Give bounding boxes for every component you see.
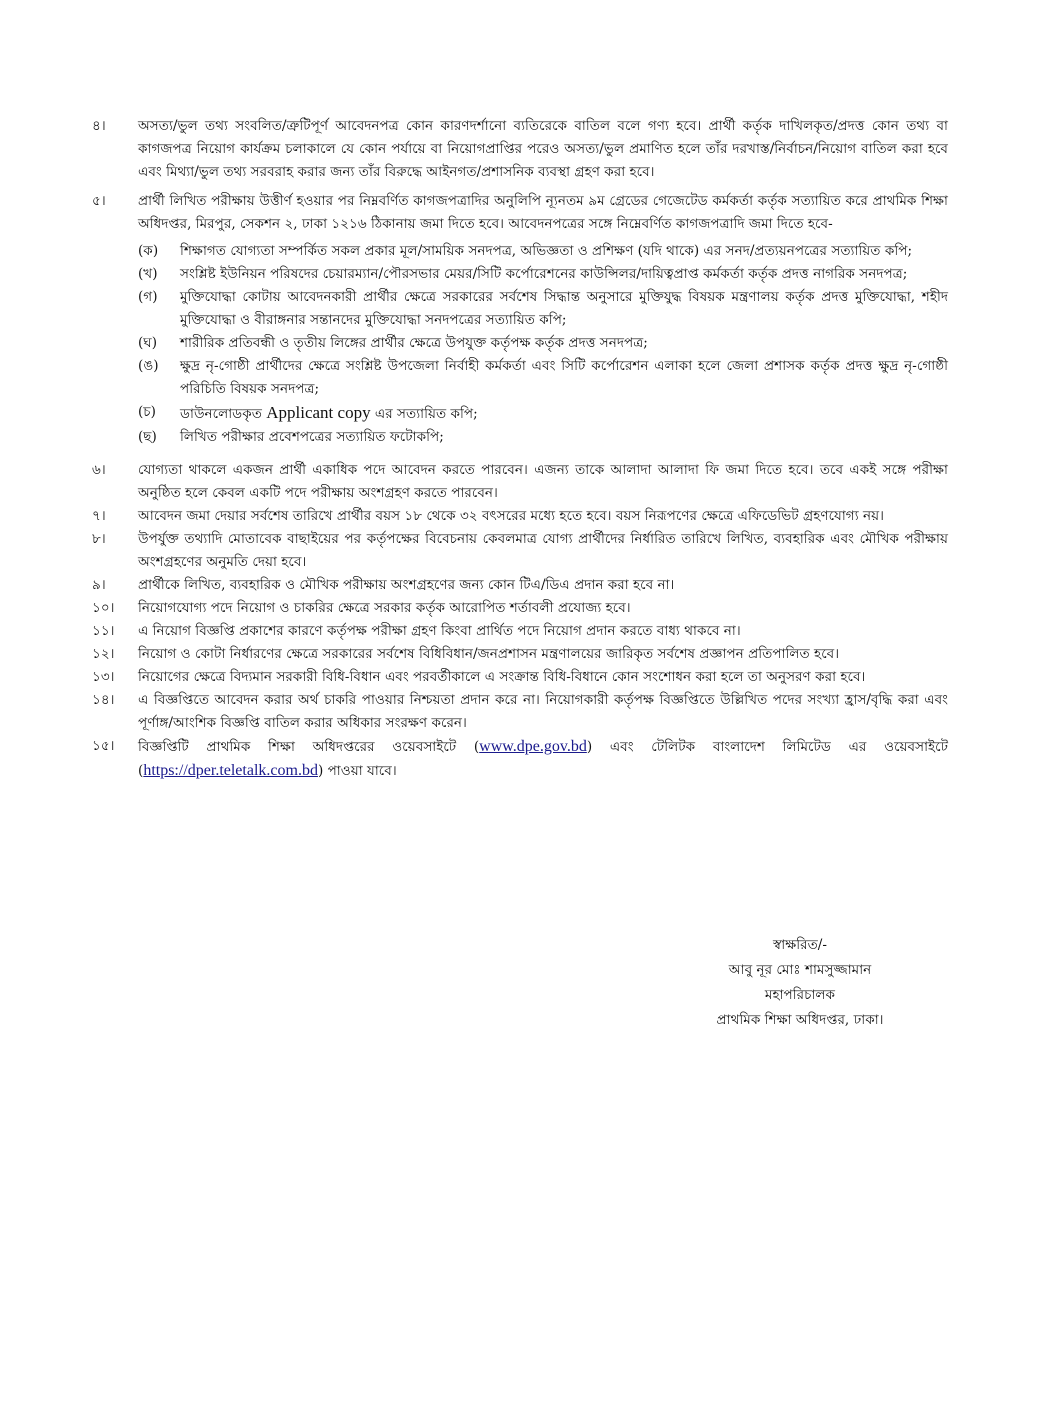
clause-text: প্রার্থীকে লিখিত, ব্যবহারিক ও মৌখিক পরীক্ষায় অংশগ্রহণের জন্য কোন টিএ/ডিএ প্রদান করা হবে না। (138, 577, 675, 593)
list-item (138, 263, 948, 286)
clause-12 (92, 643, 948, 666)
list-label: (চ) (138, 404, 156, 420)
list-text: সংশ্লিষ্ট ইউনিয়ন পরিষদের চেয়ারম্যান/পৌরসভার মেয়র/সিটি কর্পোরেশনের কাউন্সিলর/দায়িত্বপ্রাপ্ত কর্মকর্তা কর্তৃক প্রদত্ত নাগরিক সনদপত্র; (180, 266, 908, 282)
clause-6 (92, 459, 948, 505)
list-text-pre: ডাউনলোডকৃত (180, 406, 267, 422)
list-text: শিক্ষাগত যোগ্যতা সম্পর্কিত সকল প্রকার মূল/সাময়িক সনদপত্র, অভিজ্ঞতা ও প্রশিক্ষণ (যদি থাকে) এর সনদ/প্রত্যয়নপত্রের সত্যায়িত কপি; (180, 243, 913, 259)
list-text-post: এর সত্যায়িত কপি; (370, 406, 478, 422)
list-label: (গ) (138, 289, 158, 305)
clause-number: ১৫। (92, 738, 115, 754)
clause-text-post: ) পাওয়া যাবে। (317, 763, 397, 779)
list-label: (খ) (138, 266, 158, 282)
clause-number: ৭। (92, 508, 106, 524)
clause-7 (92, 505, 948, 528)
clause-text: উপর্যুক্ত তথ্যাদি মোতাবেক বাছাইয়ের পর কর্তৃপক্ষের বিবেচনায় কেবলমাত্র যোগ্য প্রার্থীদের নির্ধারিত তারিখে লিখিত, ব্যবহারিক এবং মৌখিক পরীক্ষায় অংশগ্রহণের অনুমতি দেয়া হবে। (138, 531, 948, 570)
clause-number: ১২। (92, 646, 115, 662)
document-list (138, 240, 948, 449)
clause-number: ৬। (92, 462, 106, 478)
clause-14 (92, 689, 948, 735)
list-item (138, 332, 948, 355)
list-text (180, 401, 948, 426)
clause-number: ১১। (92, 623, 115, 639)
clause-9 (92, 574, 948, 597)
list-label: (ছ) (138, 429, 157, 445)
clause-5 (92, 190, 948, 236)
clause-text (138, 735, 948, 783)
clause-number: ১৪। (92, 692, 115, 708)
clause-number: ৯। (92, 577, 106, 593)
signatory-designation: মহাপরিচালক (764, 987, 836, 1003)
applicant-copy-text: Applicant copy (266, 403, 371, 422)
clause-number: ১০। (92, 600, 115, 616)
signed-mark: স্বাক্ষরিত/- (773, 937, 827, 953)
clause-text: প্রার্থী লিখিত পরীক্ষায় উত্তীর্ণ হওয়ার পর নিম্নবর্ণিত কাগজপত্রাদির অনুলিপি ন্যূনতম ৯ম গ্রেডের গেজেটেড কর্মকর্তা কর্তৃক সত্যায়িত করে প্রাথমিক শিক্ষা অধিদপ্তর, মিরপুর, সেকশন ২, ঢাকা ১২১৬ ঠিকানায় জমা দিতে হবে। আবেদনপত্রের সঙ্গে নিম্নেবর্ণিত কাগজপত্রাদি জমা দিতে হবে- (138, 193, 948, 232)
list-text: লিখিত পরীক্ষার প্রবেশপত্রের সত্যায়িত ফটোকপি; (180, 429, 444, 445)
clause-number: ১৩। (92, 669, 115, 685)
list-text: ক্ষুদ্র নৃ-গোষ্ঠী প্রার্থীদের ক্ষেত্রে সংশ্লিষ্ট উপজেলা নির্বাহী কর্মকর্তা এবং সিটি কর্পোরেশন এলাকা হলে জেলা প্রশাসক কর্তৃক প্রদত্ত ক্ষুদ্র নৃ-গোষ্ঠী পরিচিতি বিষয়ক সনদপত্র; (180, 358, 948, 397)
clause-10 (92, 597, 948, 620)
list-item (138, 426, 948, 449)
clause-number: ৪। (92, 118, 106, 134)
clause-8 (92, 528, 948, 574)
signatory-name: আবু নূর মোঃ শামসুজ্জামান (728, 962, 872, 978)
list-item (138, 355, 948, 401)
list-item (138, 401, 948, 426)
clause-text-mid: ) এবং টেলিটক বাংলাদেশ লিমিটেড এর ওয়েবসাইটে ( (138, 739, 948, 779)
signature-block (700, 933, 900, 1033)
clause-text: যোগ্যতা থাকলে একজন প্রার্থী একাধিক পদে আবেদন করতে পারবেন। এজন্য তাকে আলাদা আলাদা ফি জমা দিতে হবে। তবে একই সঙ্গে পরীক্ষা অনুষ্ঠিত হলে কেবল একটি পদে পরীক্ষায় অংশগ্রহণ করতে পারবেন। (138, 462, 948, 501)
clause-text: অসত্য/ভুল তথ্য সংবলিত/ত্রুটিপূর্ণ আবেদনপত্র কোন কারণদর্শানো ব্যতিরেকে বাতিল বলে গণ্য হবে। প্রার্থী কর্তৃক দাখিলকৃত/প্রদত্ত কোন তথ্য বা কাগজপত্র নিয়োগ কার্যক্রম চলাকালে যে কোন পর্যায়ে বা নিয়োগপ্রাপ্তির পরেও অসত্য/ভুল প্রমাণিত হলে তাঁর দরখাস্ত/নির্বাচন/নিয়োগ বাতিল করা হবে এবং মিথ্যা/ভুল তথ্য সরবরাহ করার জন্য তাঁর বিরুদ্ধে আইনগত/প্রশাসনিক ব্যবস্থা গ্রহণ করা হবে। (138, 118, 948, 180)
signatory-office: প্রাথমিক শিক্ষা অধিদপ্তর, ঢাকা। (716, 1012, 884, 1028)
clause-15 (92, 735, 948, 783)
clause-number: ৫। (92, 193, 106, 209)
clause-text: এ নিয়োগ বিজ্ঞপ্তি প্রকাশের কারণে কর্তৃপক্ষ পরীক্ষা গ্রহণ কিংবা প্রার্থিত পদে নিয়োগ প্রদান করতে বাধ্য থাকবে না। (138, 623, 741, 639)
clause-11 (92, 620, 948, 643)
clause-text: নিয়োগ ও কোটা নির্ধারণের ক্ষেত্রে সরকারের সর্বশেষ বিধিবিধান/জনপ্রশাসন মন্ত্রণালয়ের জারিকৃত সর্বশেষ প্রজ্ঞাপন প্রতিপালিত হবে। (138, 646, 840, 662)
clause-13 (92, 666, 948, 689)
clause-text: নিয়োগযোগ্য পদে নিয়োগ ও চাকরির ক্ষেত্রে সরকার কর্তৃক আরোপিত শর্তাবলী প্রযোজ্য হবে। (138, 600, 631, 616)
list-item (138, 240, 948, 263)
clause-text: এ বিজ্ঞপ্তিতে আবেদন করার অর্থ চাকরি পাওয়ার নিশ্চয়তা প্রদান করে না। নিয়োগকারী কর্তৃপক্ষ বিজ্ঞপ্তিতে উল্লিখিত পদের সংখ্যা হ্রাস/বৃদ্ধি করা এবং পূর্ণাঙ্গ/আংশিক বিজ্ঞপ্তি বাতিল করার অধিকার সংরক্ষণ করেন। (138, 692, 948, 731)
clause-number: ৮। (92, 531, 106, 547)
list-text: শারীরিক প্রতিবন্ধী ও তৃতীয় লিঙ্গের প্রার্থীর ক্ষেত্রে উপযুক্ত কর্তৃপক্ষ কর্তৃক প্রদত্ত সনদপত্র; (180, 335, 648, 351)
list-label: (ক) (138, 243, 159, 259)
list-label: (ঘ) (138, 335, 158, 351)
list-label: (ঙ) (138, 358, 159, 374)
clause-text: আবেদন জমা দেয়ার সর্বশেষ তারিখে প্রার্থীর বয়স ১৮ থেকে ৩২ বৎসরের মধ্যে হতে হবে। বয়স নিরূপণের ক্ষেত্রে এফিডেভিট গ্রহণযোগ্য নয়। (138, 508, 884, 524)
clause-4 (92, 115, 948, 184)
clause-text-pre: বিজ্ঞপ্তিটি প্রাথমিক শিক্ষা অধিদপ্তরের ওয়েবসাইটে ( (138, 739, 480, 755)
teletalk-website-link[interactable]: https://dper.teletalk.com.bd (143, 762, 318, 779)
clause-text: নিয়োগের ক্ষেত্রে বিদ্যমান সরকারী বিধি-বিধান এবং পরবর্তীকালে এ সংক্রান্ত বিধি-বিধানে কোন সংশোধন করা হলে তা অনুসরণ করা হবে। (138, 669, 866, 685)
list-text: মুক্তিযোদ্ধা কোটায় আবেদনকারী প্রার্থীর ক্ষেত্রে সরকারের সর্বশেষ সিদ্ধান্ত অনুসারে মুক্তিযুদ্ধ বিষয়ক মন্ত্রণালয় কর্তৃক প্রদত্ত মুক্তিযোদ্ধা, শহীদ মুক্তিযোদ্ধা ও বীরাঙ্গনার সন্তানদের মুক্তিযোদ্ধা সনদপত্রের সত্যায়িত কপি; (180, 289, 948, 328)
dpe-website-link[interactable]: www.dpe.gov.bd (479, 738, 587, 755)
list-item (138, 286, 948, 332)
